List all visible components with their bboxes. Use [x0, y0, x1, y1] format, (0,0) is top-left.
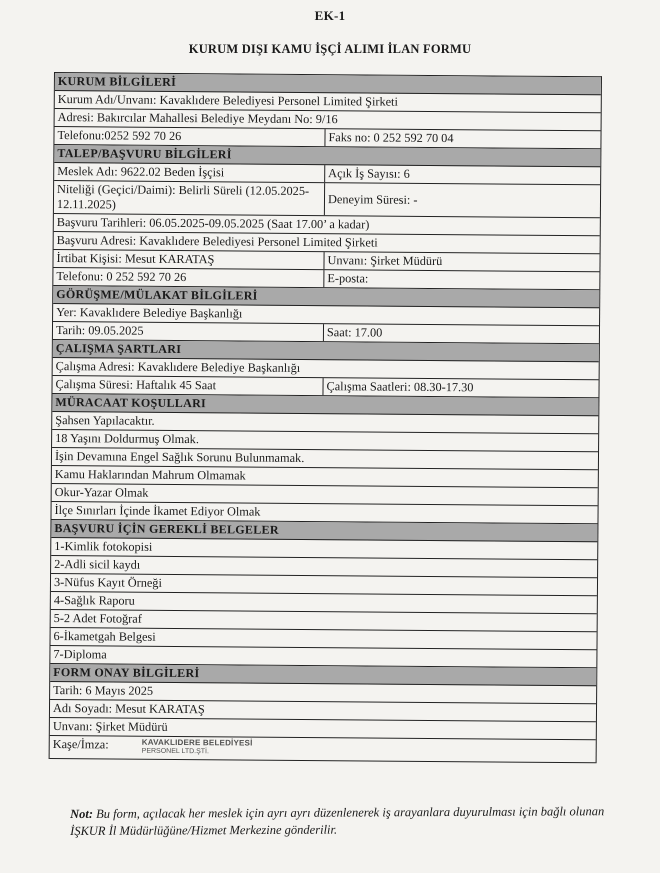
onay-tarih-row: Tarih: 6 Mayıs 2025 — [50, 682, 596, 704]
section-header-talep: TALEP/BAŞVURU BİLGİLERİ — [54, 145, 600, 167]
form-table — [49, 72, 602, 763]
section-header-kurum: KURUM BİLGİLERİ — [55, 73, 601, 95]
talep-eposta: E-posta: — [327, 271, 369, 286]
irtibat-kisisi: İrtibat Kişisi: Mesut KARATAŞ — [53, 250, 324, 269]
list-item: İlçe Sınırları İçinde İkamet Ediyor Olmak — [51, 502, 597, 524]
list-item: 7-Diploma — [50, 646, 596, 668]
calisma-suresi: Çalışma Süresi: Haftalık 45 Saat — [52, 376, 323, 395]
section-header-muracaat: MÜRACAAT KOŞULLARI — [52, 394, 598, 416]
list-item: 1-Kimlik fotokopisi — [51, 538, 597, 560]
gorusme-tarih: Tarih: 09.05.2025 — [53, 322, 324, 341]
list-item: Kamu Haklarından Mahrum Olmamak — [52, 466, 598, 488]
list-item: 2-Adli sicil kaydı — [51, 556, 597, 578]
note-text: Bu form, açılacak her meslek için ayrı ayrı düzenlenerek iş arayanlara duyurulması için bağlı olunan İŞKUR İl Müdürlüğüne/Hizmet Merkezine gönderilir. — [70, 804, 605, 838]
section-header-gorusme: GÖRÜŞME/MÜLAKAT BİLGİLERİ — [53, 286, 599, 308]
nitelik-row — [54, 181, 600, 218]
list-item: İşin Devamına Engel Sağlık Sorunu Bulunmamak. — [52, 448, 598, 470]
list-item: 4-Sağlık Raporu — [51, 592, 597, 614]
basvuru-tarihleri-row: Başvuru Tarihleri: 06.05.2025-09.05.2025 (Saat 17.00’ a kadar) — [54, 214, 600, 236]
note-label: Not: — [70, 806, 94, 821]
section-header-belgeler: BAŞVURU İÇİN GEREKLİ BELGELER — [51, 520, 597, 542]
kase-imza-label: Kaşe/İmza: — [52, 737, 109, 752]
annex-label: EK-1 — [314, 8, 346, 23]
kase-imza-row — [50, 736, 596, 763]
meslek-adi: Meslek Adı: 9622.02 Beden İşçisi — [54, 163, 325, 182]
basvuru-adresi-row: Başvuru Adresi: Kavaklıdere Belediyesi Personel Limited Şirketi — [54, 232, 600, 254]
list-item: 5-2 Adet Fotoğraf — [51, 610, 597, 632]
kurum-faks: Faks no: 0 252 592 70 04 — [328, 130, 454, 146]
list-item: 3-Nüfus Kayıt Örneği — [51, 574, 597, 596]
list-item: Okur-Yazar Olmak — [52, 484, 598, 506]
kurum-telefon: Telefonu:0252 592 70 26 — [54, 127, 325, 146]
section-header-onay: FORM ONAY BİLGİLERİ — [50, 664, 596, 686]
kurum-adres-row: Adresi: Bakırcılar Mahallesi Belediye Meydanı No: 9/16 — [55, 109, 601, 131]
deneyim-suresi: Deneyim Süresi: - — [327, 191, 418, 207]
irtibat-unvan: Unvanı: Şirket Müdürü — [327, 253, 443, 269]
acik-is-sayisi: Açık İş Sayısı: 6 — [328, 166, 410, 181]
list-item: 18 Yaşını Doldurmuş Olmak. — [52, 430, 598, 452]
calisma-saatleri: Çalışma Saatleri: 08.30-17.30 — [326, 379, 474, 395]
footnote — [70, 803, 630, 840]
section-header-calisma: ÇALIŞMA ŞARTLARI — [53, 340, 599, 362]
company-stamp: KAVAKLIDERE BELEDİYESİ PERSONEL LTD.ŞTİ. — [141, 737, 253, 756]
onay-adsoyad-row: Adı Soyadı: Mesut KARATAŞ — [50, 700, 596, 722]
talep-telefon: Telefonu: 0 252 592 70 26 — [53, 268, 324, 287]
list-item: 6-İkametgah Belgesi — [50, 628, 596, 650]
gorusme-saat: Saat: 17.00 — [326, 325, 383, 340]
calisma-adres-row: Çalışma Adresi: Kavaklıdere Belediye Başkanlığı — [53, 358, 599, 380]
kurum-adi-row: Kurum Adı/Unvanı: Kavaklıdere Belediyesi Personel Limited Şirketi — [55, 91, 601, 113]
form-title: KURUM DIŞI KAMU İŞÇİ ALIMI İLAN FORMU — [188, 42, 472, 56]
list-item: Şahsen Yapılacaktır. — [52, 412, 598, 434]
gorusme-yer-row: Yer: Kavaklıdere Belediye Başkanlığı — [53, 304, 599, 326]
nitelik: Niteliği (Geçici/Daimi): Belirli Süreli (12.05.2025-12.11.2025) — [54, 181, 325, 215]
onay-unvan-row: Unvanı: Şirket Müdürü — [50, 718, 596, 740]
